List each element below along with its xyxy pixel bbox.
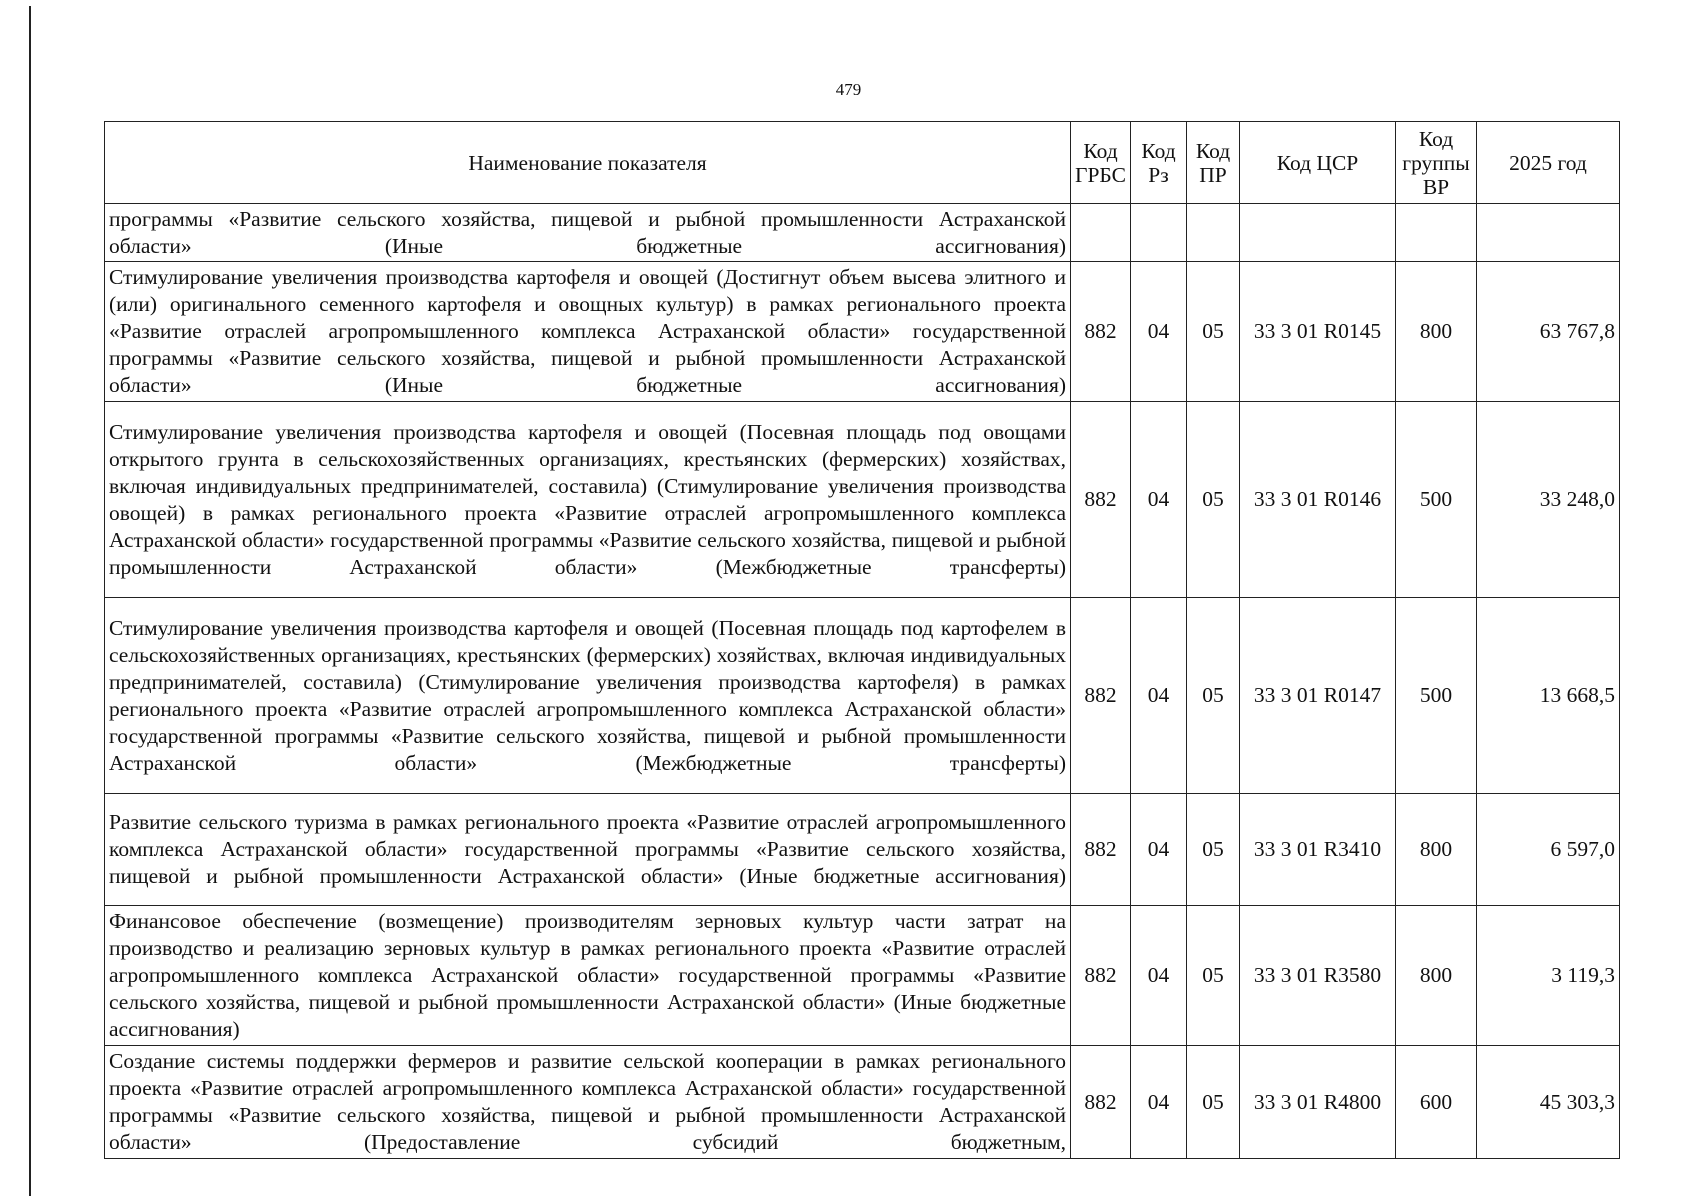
row-vr: 600 [1396, 1046, 1477, 1159]
row-pr: 05 [1187, 1046, 1240, 1159]
row-amount: 6 597,0 [1477, 794, 1620, 906]
row-grbs [1071, 204, 1131, 262]
row-name: Стимулирование увеличения производства картофеля и овощей (Достигнут объем высева элитного и (или) оригинального семенного картофеля и овощных культур) в рамках регионального проекта «Развитие отраслей агропромышленного комплекса Астраханской области» государственной программы «Развитие сельского хозяйства, пищевой и рыбной промышленности Астраханской области» (Иные бюджетные ассигнования) [105, 262, 1071, 402]
margin-binding-rule [29, 6, 31, 1196]
header-pr [1187, 122, 1240, 204]
header-vr-line-3: ВР [1422, 174, 1450, 199]
row-csr: 33 3 01 R3580 [1240, 906, 1396, 1046]
row-amount: 45 303,3 [1477, 1046, 1620, 1159]
table-row [105, 906, 1620, 1046]
row-csr: 33 3 01 R0147 [1240, 598, 1396, 794]
header-pr-line-2: ПР [1199, 162, 1227, 187]
table-row [105, 1046, 1620, 1159]
table-row [105, 794, 1620, 906]
row-csr: 33 3 01 R0146 [1240, 402, 1396, 598]
header-grbs-line-2: ГРБС [1075, 162, 1126, 187]
header-grbs-line-1: Код [1083, 138, 1118, 163]
row-pr [1187, 204, 1240, 262]
row-grbs: 882 [1071, 262, 1131, 402]
row-pr: 05 [1187, 906, 1240, 1046]
row-name: программы «Развитие сельского хозяйства, пищевой и рыбной промышленности Астраханской области» (Иные бюджетные ассигнования) [105, 204, 1071, 262]
row-rz: 04 [1131, 794, 1187, 906]
row-rz: 04 [1131, 1046, 1187, 1159]
row-pr: 05 [1187, 402, 1240, 598]
row-vr: 500 [1396, 402, 1477, 598]
table-row [105, 598, 1620, 794]
row-vr [1396, 204, 1477, 262]
header-rz-line-2: Рз [1148, 162, 1169, 187]
table-row [105, 402, 1620, 598]
row-amount: 13 668,5 [1477, 598, 1620, 794]
row-amount: 3 119,3 [1477, 906, 1620, 1046]
header-vr [1396, 122, 1477, 204]
row-rz: 04 [1131, 906, 1187, 1046]
row-vr: 800 [1396, 794, 1477, 906]
page-number: 479 [835, 80, 862, 99]
row-vr: 800 [1396, 262, 1477, 402]
header-vr-line-2: группы [1402, 150, 1470, 175]
header-pr-line-1: Код [1195, 138, 1231, 163]
row-grbs: 882 [1071, 402, 1131, 598]
row-amount: 33 248,0 [1477, 402, 1620, 598]
row-csr: 33 3 01 R3410 [1240, 794, 1396, 906]
table-row [105, 262, 1620, 402]
row-csr [1240, 204, 1396, 262]
row-grbs: 882 [1071, 1046, 1131, 1159]
row-grbs: 882 [1071, 598, 1131, 794]
row-name: Стимулирование увеличения производства картофеля и овощей (Посевная площадь под картофелем в сельскохозяйственных организациях, крестьянских (фермерских) хозяйствах, включая индивидуальных предпринимателей, составила) (Стимулирование увеличения производства картофеля) в рамках регионального проекта «Развитие отраслей агропромышленного комплекса Астраханской области» государственной программы «Развитие сельского хозяйства, пищевой и рыбной промышленности Астраханской области» (Межбюджетные трансферты) [105, 598, 1071, 794]
row-vr: 500 [1396, 598, 1477, 794]
table-row [105, 204, 1620, 262]
header-csr: Код ЦСР [1240, 122, 1396, 204]
row-amount: 63 767,8 [1477, 262, 1620, 402]
header-rz-line-1: Код [1141, 138, 1176, 163]
header-grbs [1071, 122, 1131, 204]
header-year: 2025 год [1477, 122, 1620, 204]
row-pr: 05 [1187, 794, 1240, 906]
row-rz: 04 [1131, 402, 1187, 598]
row-name: Стимулирование увеличения производства картофеля и овощей (Посевная площадь под овощами открытого грунта в сельскохозяйственных организациях, крестьянских (фермерских) хозяйствах, включая индивидуальных предпринимателей, составила) (Стимулирование увеличения производства овощей) в рамках регионального проекта «Развитие отраслей агропромышленного комплекса Астраханской области» государственной программы «Развитие сельского хозяйства, пищевой и рыбной промышленности Астраханской области» (Межбюджетные трансферты) [105, 402, 1071, 598]
row-rz [1131, 204, 1187, 262]
row-csr: 33 3 01 R0145 [1240, 262, 1396, 402]
row-pr: 05 [1187, 262, 1240, 402]
header-name: Наименование показателя [105, 122, 1071, 204]
row-grbs: 882 [1071, 794, 1131, 906]
row-csr: 33 3 01 R4800 [1240, 1046, 1396, 1159]
row-vr: 800 [1396, 906, 1477, 1046]
row-amount [1477, 204, 1620, 262]
row-name: Создание системы поддержки фермеров и развитие сельской кооперации в рамках регионального проекта «Развитие отраслей агропромышленного комплекса Астраханской области» государственной программы «Развитие сельского хозяйства, пищевой и рыбной промышленности Астраханской области» (Предоставление субсидий бюджетным, [105, 1046, 1071, 1159]
table-header-row [105, 122, 1620, 204]
row-name: Развитие сельского туризма в рамках регионального проекта «Развитие отраслей агропромышленного комплекса Астраханской области» государственной программы «Развитие сельского хозяйства, пищевой и рыбной промышленности Астраханской области» (Иные бюджетные ассигнования) [105, 794, 1071, 906]
budget-table [104, 121, 1620, 1159]
row-grbs: 882 [1071, 906, 1131, 1046]
row-pr: 05 [1187, 598, 1240, 794]
row-rz: 04 [1131, 262, 1187, 402]
header-vr-line-1: Код [1418, 126, 1454, 151]
row-name: Финансовое обеспечение (возмещение) производителям зерновых культур части затрат на производство и реализацию зерновых культур в рамках регионального проекта «Развитие отраслей агропромышленного комплекса Астраханской области» государственной программы «Развитие сельского хозяйства, пищевой и рыбной промышленности Астраханской области» (Иные бюджетные ассигнования) [105, 906, 1071, 1046]
row-rz: 04 [1131, 598, 1187, 794]
header-rz [1131, 122, 1187, 204]
